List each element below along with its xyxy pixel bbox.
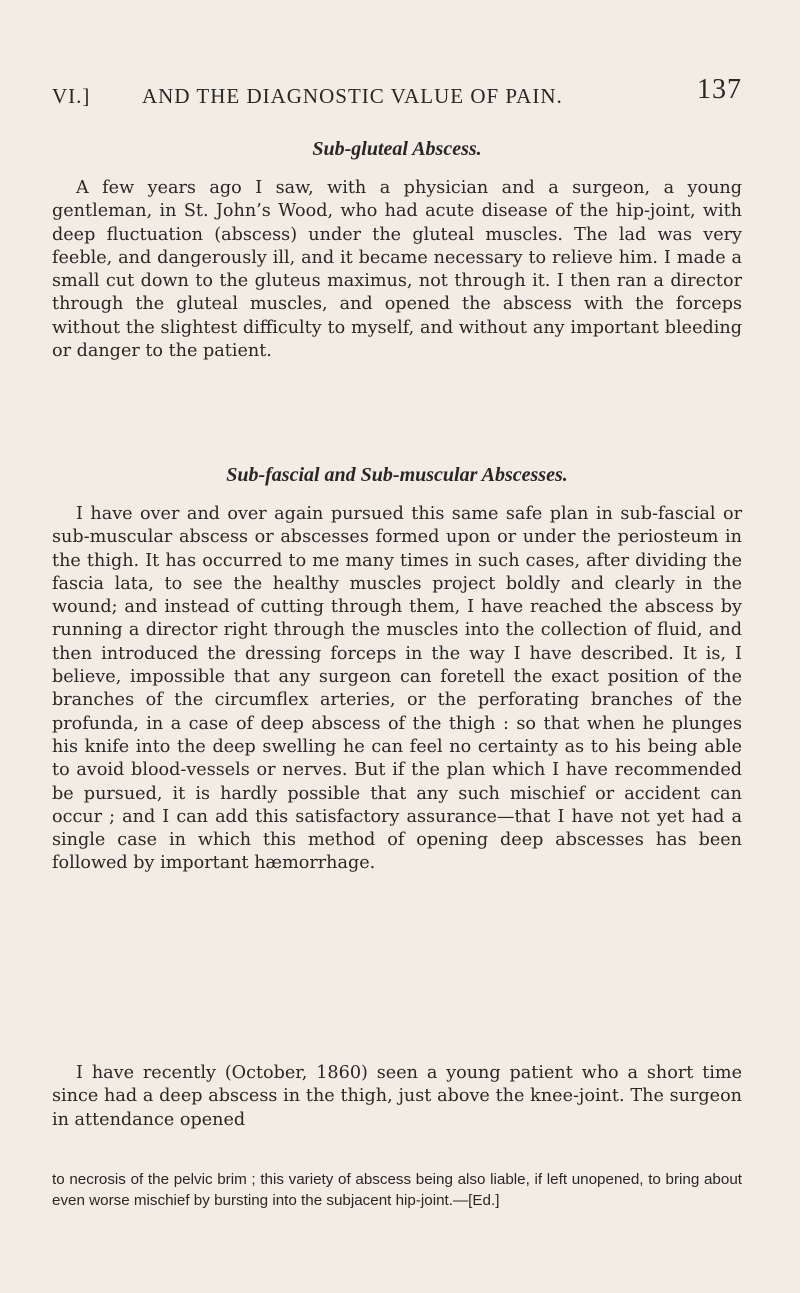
paragraph-sub-fascial: I have over and over again pursued this same safe plan in sub-fascial or sub-muscular abscess or abscesses formed upon or under the periosteum in the thigh. It has occurred to me many times in such cases, after dividing the fascia lata, to see the healthy muscles project boldly and clearly in the wound; and instead of cutting through them, I have reached the abscess by running a director right through the muscles into the collection of fluid, and then introduced the dressing forceps in the way I have described. It is, I believe, impossible that any surgeon can foretell the exact position of the branches of the circumflex arteries, or the perforating branches of the profunda, in a case of deep abscess of the thigh : so that when he plunges his knife into the deep swelling he can feel no certainty as to his being able to avoid blood-vessels or nerves. But if the plan which I have recommended be pursued, it is hardly possible that any such mischief or accident can occur ; and I can add this satisfactory assurance—that I have not yet had a single case in which this method of opening deep abscesses has been followed by important hæmorrhage. bbox=[52, 504, 742, 874]
footnote: to necrosis of the pelvic brim ; this variety of abscess being also liable, if left unopened, to bring about even worse mischief by bursting into the subjacent hip-joint.—[Ed.] bbox=[52, 1171, 742, 1209]
section-heading-sub-gluteal: Sub-gluteal Abscess. bbox=[312, 138, 482, 160]
running-title: AND THE DIAGNOSTIC VALUE OF PAIN. bbox=[142, 84, 563, 108]
running-head bbox=[52, 74, 742, 114]
page-number: 137 bbox=[697, 74, 742, 105]
section-heading-sub-fascial: Sub-fascial and Sub-muscular Abscesses. bbox=[226, 464, 568, 486]
chapter-number: VI.] bbox=[52, 84, 91, 108]
paragraph-sub-gluteal: A few years ago I saw, with a physician and a surgeon, a young gentleman, in St. John’s Wood, who had acute disease of the hip-joint, with deep fluctuation (abscess) under the gluteal muscles. The lad was very feeble, and dangerously ill, and it became necessary to relieve him. I made a small cut down to the gluteus maximus, not through it. I then ran a director through the gluteal muscles, and opened the abscess with the forceps without the slightest difficulty to myself, and without any important bleeding or danger to the patient. bbox=[52, 178, 742, 362]
paragraph-recent-case: I have recently (October, 1860) seen a young patient who a short time since had a deep abscess in the thigh, just above the knee-joint. The surgeon in attendance opened bbox=[52, 1063, 742, 1130]
